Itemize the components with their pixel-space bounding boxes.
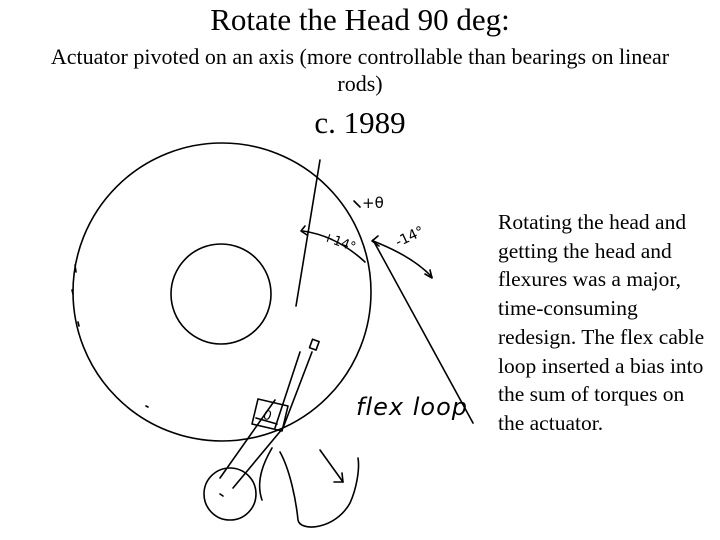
pivot-circle <box>204 468 256 520</box>
head <box>309 339 319 350</box>
upper-limit-line <box>296 160 320 306</box>
slide-caption: Rotating the head and getting the head and flexures was a major, time-consuming redesign. The flex cable loop inserted a bias into the sum of torques on the actuator. <box>498 210 705 435</box>
disk-outer-circle <box>73 143 371 441</box>
head-zero-label: 0 <box>260 407 274 425</box>
slide-date: c. 1989 <box>314 105 406 140</box>
slide-subtitle: Actuator pivoted on an axis (more controllable than bearings on linear rods) <box>50 44 670 96</box>
plus-angle-label: +14° <box>320 229 358 256</box>
flex-loop-label: flex loop <box>356 393 468 421</box>
theta-label: +θ <box>362 194 384 212</box>
disk-edge-mark <box>72 265 148 407</box>
disk-hub-circle <box>171 244 271 344</box>
flex-loop-cable <box>260 448 359 527</box>
slide-title: Rotate the Head 90 deg: <box>210 2 510 37</box>
pivot-point <box>220 494 223 496</box>
minus-angle-label: -14° <box>392 223 427 251</box>
flex-loop-arrow <box>320 450 343 482</box>
theta-tick <box>354 201 360 207</box>
